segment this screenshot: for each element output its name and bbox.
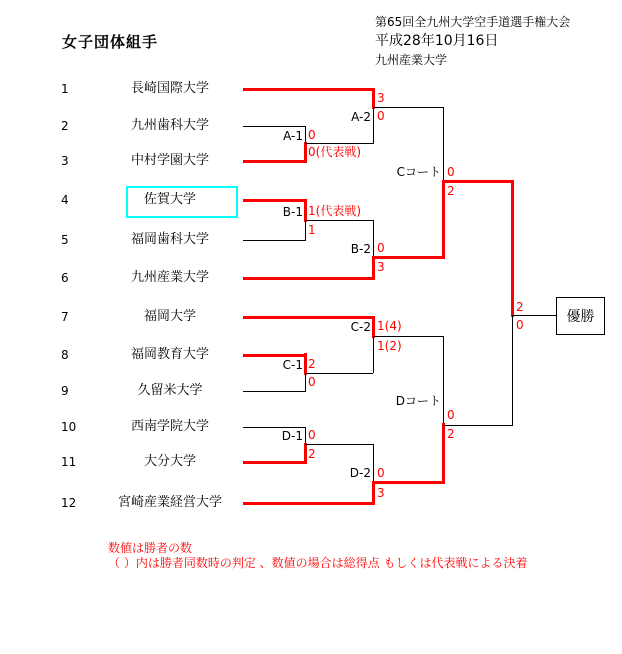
bracket-line	[373, 336, 374, 373]
bracket-line	[305, 444, 373, 445]
team-name-highlighted: 佐賀大学	[143, 192, 196, 207]
team-name: 九州歯科大学	[130, 118, 209, 133]
match-label-c1: C-1	[282, 358, 303, 372]
match-label-a1: A-1	[283, 129, 303, 143]
bracket-line	[243, 391, 305, 392]
score-final-top: 2	[516, 300, 524, 314]
bracket-line	[373, 107, 374, 144]
event-venue: 九州産業大学	[375, 53, 448, 67]
score-d2-bottom: 3	[377, 486, 385, 500]
score-c1-top: 2	[308, 357, 316, 371]
score-court-d-bottom: 2	[447, 427, 455, 441]
bracket-line-winner	[304, 443, 307, 464]
seed-number: 7	[61, 310, 69, 324]
team-name: 九州産業大学	[130, 270, 209, 285]
seed-number: 10	[61, 420, 77, 434]
score-final-bottom: 0	[516, 318, 524, 332]
bracket-line-winner	[372, 481, 445, 484]
match-label-d2: D-2	[349, 466, 371, 480]
champion-label: 優勝	[566, 309, 595, 325]
seed-number: 6	[61, 271, 69, 285]
score-c2-top: 1(4)	[377, 319, 402, 333]
bracket-line-winner	[511, 180, 514, 317]
bracket-line	[443, 107, 444, 182]
match-label-d1: D-1	[281, 429, 303, 443]
score-court-c-top: 0	[447, 165, 455, 179]
match-label-c2: C-2	[350, 320, 371, 334]
bracket-line	[443, 336, 444, 426]
seed-number: 11	[61, 455, 77, 469]
match-label-b2: B-2	[350, 242, 371, 256]
event-date: 平成28年10月16日	[375, 33, 499, 49]
court-label-c: Cコート	[396, 165, 441, 179]
score-b1-bottom: 1	[308, 223, 316, 237]
bracket-line-winner	[243, 199, 307, 202]
bracket-line-winner	[372, 316, 375, 338]
page-title: 女子団体組手	[62, 33, 159, 51]
bracket-line-winner	[304, 353, 307, 375]
bracket-line	[305, 373, 306, 392]
score-a2-bottom: 0	[377, 109, 385, 123]
bracket-line	[373, 336, 443, 337]
match-label-b1: B-1	[282, 205, 303, 219]
bracket-line	[305, 220, 373, 221]
bracket-line	[305, 427, 306, 444]
seed-number: 5	[61, 233, 69, 247]
score-a1-bottom: 0(代表戦)	[308, 145, 361, 159]
bracket-line-winner	[304, 199, 307, 222]
team-name: 長崎国際大学	[130, 81, 209, 96]
match-label-a2: A-2	[351, 110, 371, 124]
score-court-c-bottom: 2	[447, 184, 455, 198]
bracket-line	[443, 425, 513, 426]
bracket-line	[373, 107, 443, 108]
team-name: 久留米大学	[137, 383, 203, 398]
bracket-line-winner	[243, 354, 307, 357]
champion-box	[556, 297, 605, 335]
bracket-line-winner	[372, 88, 375, 109]
bracket-line-winner	[372, 256, 445, 259]
bracket-line	[305, 373, 373, 374]
bracket-line-winner	[442, 180, 445, 259]
bracket-line	[243, 427, 305, 428]
seed-number: 2	[61, 119, 69, 133]
event-name: 第65回全九州大学空手道選手権大会	[375, 15, 571, 29]
team-name: 福岡歯科大学	[130, 232, 209, 247]
bracket-line-winner	[243, 502, 375, 505]
bracket-line-winner	[304, 142, 307, 163]
bracket-line	[512, 315, 513, 426]
score-d2-top: 0	[377, 466, 385, 480]
seed-number: 8	[61, 348, 69, 362]
bracket-line-winner	[372, 256, 375, 280]
bracket-line	[373, 220, 374, 258]
score-court-d-top: 0	[447, 408, 455, 422]
bracket-line-winner	[243, 88, 375, 91]
score-b2-top: 0	[377, 241, 385, 255]
team-name: 福岡大学	[143, 309, 196, 324]
bracket-line	[243, 240, 305, 241]
team-name: 福岡教育大学	[130, 347, 209, 362]
court-label-d: Dコート	[395, 394, 441, 408]
team-name: 大分大学	[143, 454, 196, 469]
team-name: 中村学園大学	[130, 153, 209, 168]
seed-number: 3	[61, 154, 69, 168]
footnote-line1: 数値は勝者の数	[108, 541, 193, 555]
score-a1-top: 0	[308, 128, 316, 142]
seed-number: 1	[61, 82, 69, 96]
bracket-line-winner	[243, 461, 307, 464]
bracket-line-winner	[442, 423, 445, 484]
seed-number: 9	[61, 384, 69, 398]
score-b1-top: 1(代表戦)	[308, 204, 361, 218]
score-a2-top: 3	[377, 91, 385, 105]
bracket-line	[243, 126, 305, 127]
team-name: 宮崎産業経営大学	[117, 495, 222, 510]
team-name: 西南学院大学	[130, 419, 209, 434]
bracket-line	[305, 220, 306, 241]
bracket-line	[512, 315, 556, 316]
score-c1-bottom: 0	[308, 375, 316, 389]
bracket-line-winner	[442, 180, 514, 183]
seed-number: 12	[61, 496, 77, 510]
footnote-line2: （ ）内は勝者同数時の判定 、数値の場合は総得点 もしくは代表戦による決着	[108, 556, 528, 570]
bracket-line-winner	[243, 316, 375, 319]
seed-number: 4	[61, 193, 69, 207]
bracket-line-winner	[243, 160, 307, 163]
bracket-line	[305, 143, 373, 144]
bracket-line-winner	[372, 481, 375, 505]
bracket-line-winner	[243, 277, 375, 280]
score-b2-bottom: 3	[377, 260, 385, 274]
score-c2-bottom: 1(2)	[377, 339, 402, 353]
score-d1-bottom: 2	[308, 447, 316, 461]
bracket-line	[373, 444, 374, 484]
score-d1-top: 0	[308, 428, 316, 442]
